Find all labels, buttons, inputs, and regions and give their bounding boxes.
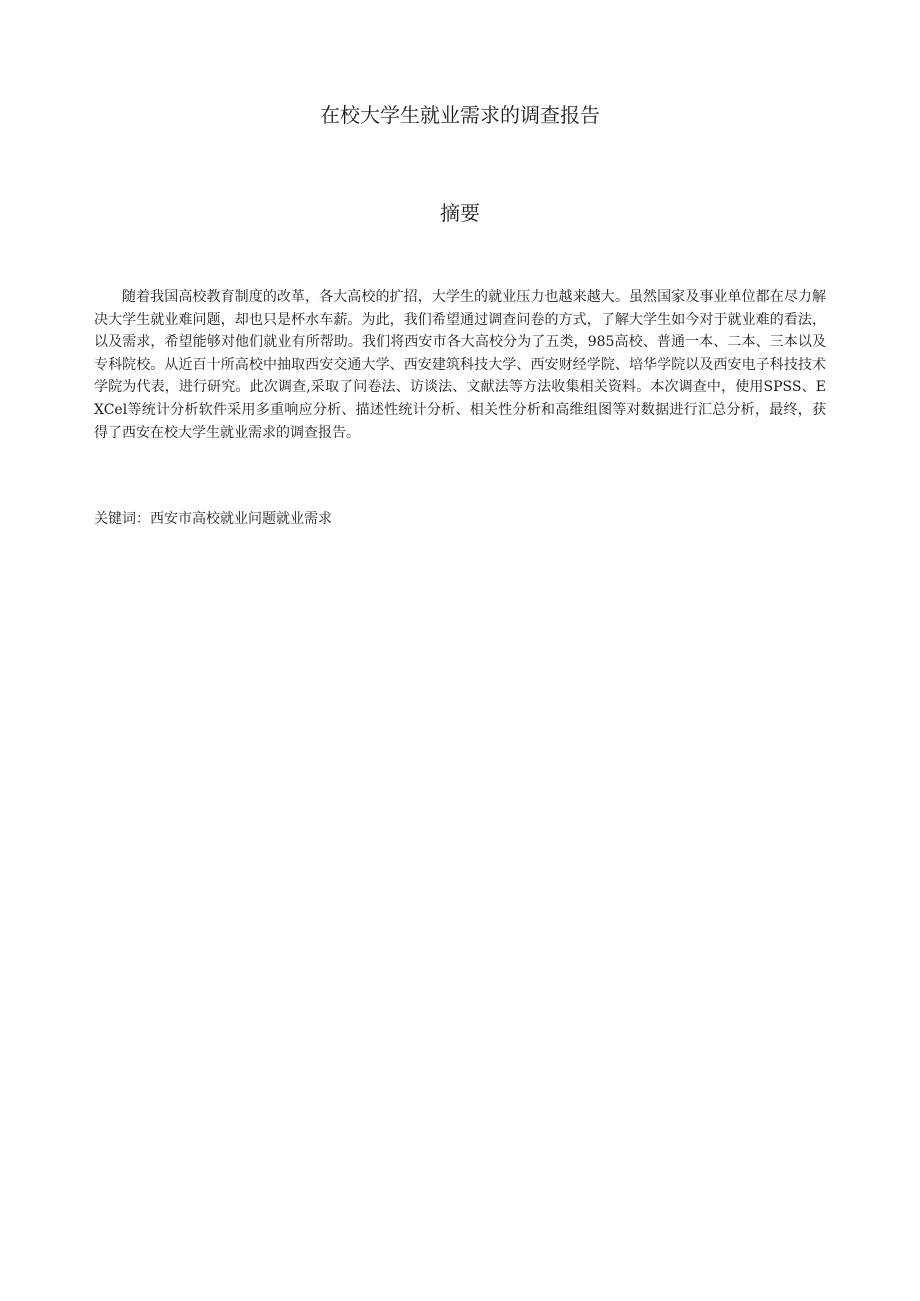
keywords-line: 关键词：西安市高校就业问题就业需求	[94, 511, 332, 527]
abstract-heading: 摘要	[440, 201, 480, 225]
abstract-paragraph: 随着我国高校教育制度的改革，各大高校的扩招，大学生的就业压力也越来越大。虽然国家及事业单位都在尽力解决大学生就业难问题，却也只是杯水车薪。为此，我们希望通过调查问卷的方式，了解大学生如今对于就业难的看法，以及需求，希望能够对他们就业有所帮助。我们将西安市各大高校分为了五类，985高校、普通一本、二本、三本以及专科院校。从近百十所高校中抽取西安交通大学、西安建筑科技大学、西安财经学院、培华学院以及西安电子科技技术学院为代表，进行研究。此次调查,采取了问卷法、访谈法、文献法等方法收集相关资料。本次调查中，使用SPSS、EXCel等统计分析软件采用多重响应分析、描述性统计分析、相关性分析和高维组图等对数据进行汇总分析，最终，获得了西安在校大学生就业需求的调查报告。	[94, 289, 826, 441]
document-title: 在校大学生就业需求的调查报告	[320, 103, 600, 127]
